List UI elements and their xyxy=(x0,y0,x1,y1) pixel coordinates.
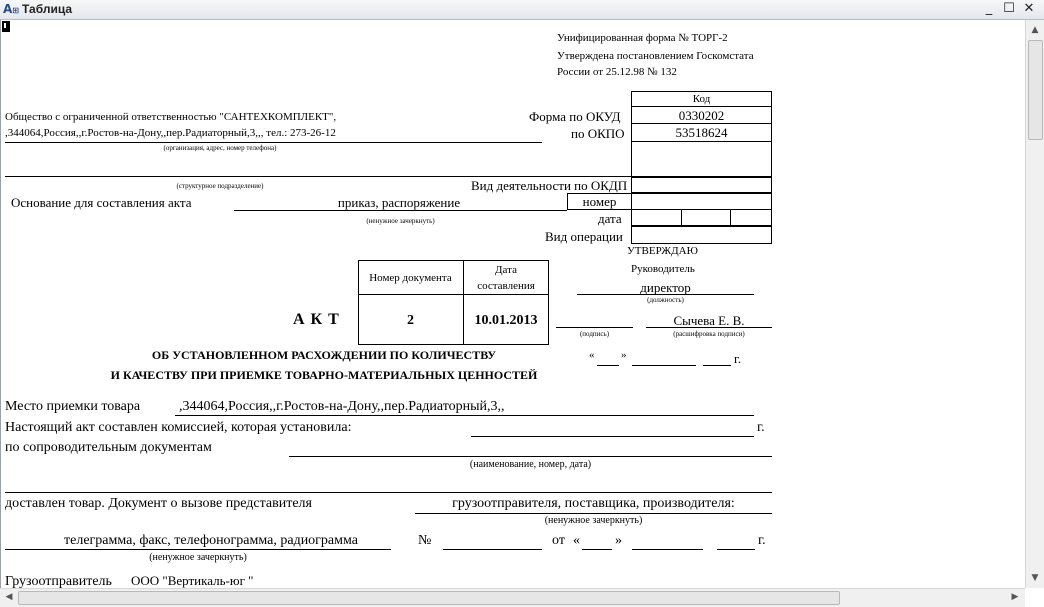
window-titlebar xyxy=(0,0,1044,20)
telegram-number-line[interactable] xyxy=(443,549,542,550)
approve-day-line xyxy=(597,365,619,366)
document-area[interactable] xyxy=(0,20,1026,588)
okud-value[interactable]: 0330202 xyxy=(678,108,725,123)
basis-value[interactable]: приказ, распоряжение xyxy=(337,195,461,210)
org-name: Общество с ограниченной ответственностью "САНТЕХКОМПЛЕКТ", xyxy=(5,111,337,123)
signature-caption: (подпись) xyxy=(579,330,610,338)
name-caption: (расшифровка подписи) xyxy=(673,330,745,338)
date-divider xyxy=(730,209,731,226)
codes-line xyxy=(631,106,772,107)
doc-number-value[interactable]: 2 xyxy=(407,313,414,328)
approve-role: Руководитель xyxy=(631,263,695,275)
position-caption: (должность) xyxy=(647,296,684,304)
form-number-text: Унифицированная форма № ТОРГ-2 xyxy=(557,32,728,44)
place-value[interactable]: ,344064,Россия,,г.Ростов-на-Дону,,пер.Радиаторный,3,, xyxy=(179,399,505,414)
basis-underline xyxy=(234,210,567,211)
number-label: номер xyxy=(582,194,617,209)
commission-year-suffix: г. xyxy=(757,420,765,435)
doc-date-header-1: Дата xyxy=(495,264,517,276)
scroll-up-icon[interactable]: ▲ xyxy=(1031,25,1039,35)
approve-month-line xyxy=(632,365,696,366)
day-line[interactable] xyxy=(582,549,612,550)
commission-label: Настоящий акт составлен комиссией, которая установила: xyxy=(5,420,352,435)
close-button[interactable]: ✕ xyxy=(1023,1,1035,16)
codes-line xyxy=(631,141,772,142)
month-line[interactable] xyxy=(632,549,703,550)
place-label: Место приемки товара xyxy=(5,399,141,414)
approve-year-line xyxy=(703,365,731,366)
operation-label: Вид операции xyxy=(545,229,623,244)
year-line[interactable] xyxy=(717,549,755,550)
cell-cursor xyxy=(2,21,10,32)
doc-number-header: Номер документа xyxy=(369,272,452,284)
date-label: дата xyxy=(598,211,622,226)
okpo-label: по ОКПО xyxy=(571,126,625,141)
position-underline xyxy=(577,294,754,295)
okud-label: Форма по ОКУД xyxy=(529,109,621,124)
shipper-label: Грузоотправитель xyxy=(5,574,112,588)
vertical-scrollbar[interactable] xyxy=(1025,20,1044,588)
okdp-value[interactable] xyxy=(631,177,772,193)
telegram-underline xyxy=(5,549,391,550)
approve-name[interactable]: Сычева Е. В. xyxy=(673,313,745,328)
table-doc-icon: A⊞ xyxy=(3,2,19,16)
docs-caption: (наименование, номер, дата) xyxy=(469,459,592,470)
telegram-value[interactable]: телеграмма, факс, телефонограмма, радиограмма xyxy=(64,533,358,548)
org-caption: (организация, адрес, номер телефона) xyxy=(163,144,277,152)
approve-title: УТВЕРЖДАЮ xyxy=(627,245,698,257)
telegram-caption: (ненужное зачеркнуть) xyxy=(149,552,247,563)
struct-underline xyxy=(5,176,631,177)
act-title-1: ОБ УСТАНОВЛЕННОМ РАСХОЖДЕНИИ ПО КОЛИЧЕСТВУ xyxy=(151,348,497,362)
name-underline xyxy=(646,327,772,328)
signature-underline xyxy=(556,327,633,328)
scroll-right-icon[interactable]: ▶ xyxy=(1011,592,1019,602)
docs-underline[interactable] xyxy=(289,456,772,457)
telegram-year-suffix: г. xyxy=(758,533,766,548)
quote-close: » xyxy=(615,533,622,548)
window-title: Таблица xyxy=(22,2,73,16)
delivered-value[interactable]: грузоотправителя, поставщика, производителя: xyxy=(452,496,735,511)
basis-label: Основание для составления акта xyxy=(11,195,192,210)
act-title-2: И КАЧЕСТВУ ПРИ ПРИЕМКЕ ТОВАРНО-МАТЕРИАЛЬНЫХ ЦЕННОСТЕЙ xyxy=(110,368,538,382)
from-label: от xyxy=(552,533,565,548)
doc-date-header-2: составления xyxy=(477,280,535,292)
struct-caption: (структурное подразделение) xyxy=(176,182,264,190)
code-header: Код xyxy=(692,93,711,105)
basis-caption: (ненужное зачеркнуть) xyxy=(366,217,435,225)
delivered-caption: (ненужное зачеркнуть) xyxy=(544,515,643,526)
okdp-label: Вид деятельности по ОКДП xyxy=(471,178,628,193)
scroll-left-icon[interactable]: ◀ xyxy=(5,592,13,602)
docs-underline-2[interactable] xyxy=(5,492,772,493)
quote-open: « xyxy=(573,533,580,548)
org-underline xyxy=(5,142,542,143)
approve-quote-close: » xyxy=(621,349,627,361)
place-underline xyxy=(175,415,754,416)
form-date-text: России от 25.12.98 № 132 xyxy=(557,66,677,78)
docs-label: по сопроводительным документам xyxy=(5,440,212,455)
maximize-button[interactable]: ☐ xyxy=(1003,1,1015,16)
org-address: ,344064,Россия,,г.Ростов-на-Дону,,пер.Радиаторный,3,,, тел.: 273-26-12 xyxy=(5,127,336,139)
horizontal-scrollbar[interactable] xyxy=(0,588,1025,607)
number-sign: № xyxy=(418,533,432,548)
approve-position[interactable]: директор xyxy=(640,280,691,295)
form-approved-text: Утверждена постановлением Госкомстата xyxy=(557,50,754,62)
delivered-underline xyxy=(415,513,772,514)
operation-value[interactable] xyxy=(631,226,772,244)
date-divider xyxy=(681,209,682,226)
basis-date-value[interactable] xyxy=(631,209,772,226)
horizontal-scroll-thumb[interactable] xyxy=(18,591,840,605)
okpo-value[interactable]: 53518624 xyxy=(675,125,728,140)
commission-underline xyxy=(471,436,754,437)
doc-table-divider-h xyxy=(358,294,549,295)
approve-quote-open: « xyxy=(589,349,595,361)
act-label: А К Т xyxy=(293,311,340,328)
basis-number-value[interactable] xyxy=(631,193,772,210)
vertical-scroll-thumb[interactable] xyxy=(1028,40,1043,140)
delivered-label: доставлен товар. Документ о вызове представителя xyxy=(5,496,312,511)
codes-line xyxy=(631,123,772,124)
scroll-down-icon[interactable]: ▼ xyxy=(1031,573,1039,583)
approve-year-suffix: г. xyxy=(734,351,742,366)
minimize-button[interactable]: _ xyxy=(985,1,993,16)
doc-date-value[interactable]: 10.01.2013 xyxy=(474,313,538,328)
shipper-value[interactable]: ООО "Вертикаль-юг " xyxy=(131,573,254,588)
